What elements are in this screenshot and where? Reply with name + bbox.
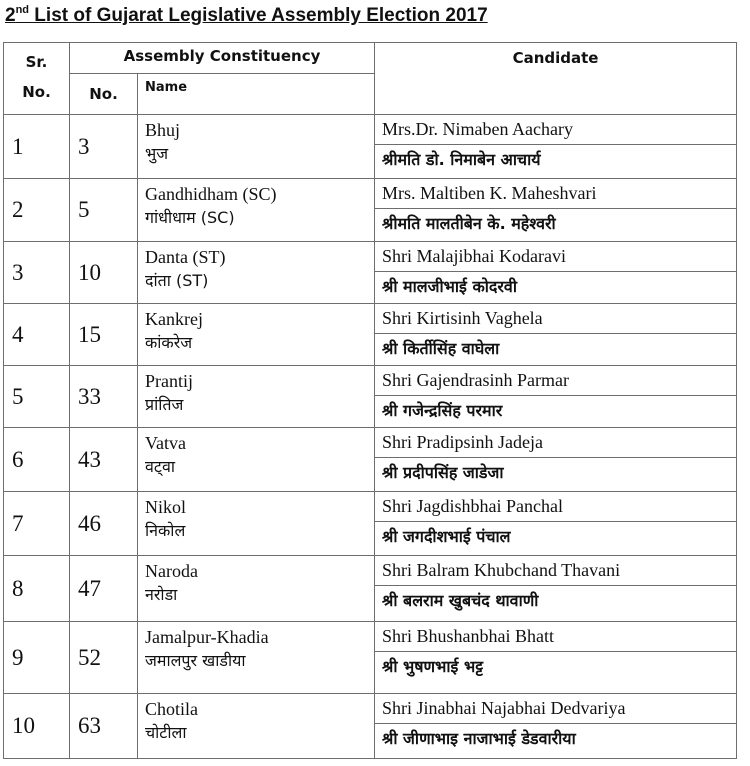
candidate-name-hi: श्रीमति मालतीबेन के. महेश्वरी bbox=[382, 214, 556, 233]
constituency-name-cell bbox=[138, 242, 375, 304]
ac-no-cell: 43 bbox=[70, 428, 138, 492]
header-sr-no bbox=[4, 43, 70, 115]
constituency-name-cell bbox=[138, 556, 375, 622]
sr-no-cell: 8 bbox=[4, 556, 70, 622]
candidate-name-hi: श्री किर्तीसिंह वाघेला bbox=[382, 339, 500, 358]
candidate-name-en: Mrs. Maltiben K. Maheshvari bbox=[375, 179, 736, 209]
ac-no-cell: 33 bbox=[70, 366, 138, 428]
table-row bbox=[4, 304, 737, 366]
candidate-cell bbox=[375, 492, 737, 556]
sr-no-cell: 7 bbox=[4, 492, 70, 556]
candidate-name-en: Shri Balram Khubchand Thavani bbox=[375, 556, 736, 586]
constituency-name-cell bbox=[138, 622, 375, 694]
table-row bbox=[4, 556, 737, 622]
sr-no-cell: 5 bbox=[4, 366, 70, 428]
constituency-name-en: Naroda bbox=[145, 561, 198, 581]
candidate-name-hi: श्री भुषणभाई भट्ट bbox=[382, 657, 484, 676]
ac-no-cell: 3 bbox=[70, 115, 138, 179]
title-ordinal-suffix: nd bbox=[15, 4, 30, 16]
candidate-cell bbox=[375, 556, 737, 622]
candidate-name-en: Shri Jagdishbhai Panchal bbox=[375, 492, 736, 522]
candidate-cell bbox=[375, 366, 737, 428]
table-row bbox=[4, 492, 737, 556]
ac-no-cell: 15 bbox=[70, 304, 138, 366]
constituency-name-cell bbox=[138, 366, 375, 428]
constituency-name-hi: नरोडा bbox=[145, 585, 178, 604]
constituency-name-cell bbox=[138, 694, 375, 759]
constituency-name-cell bbox=[138, 428, 375, 492]
table-row bbox=[4, 428, 737, 492]
candidate-name-en: Shri Pradipsinh Jadeja bbox=[375, 428, 736, 458]
candidate-name-hi: श्री बलराम खुबचंद थावाणी bbox=[382, 591, 539, 610]
constituency-name-hi: चोटीला bbox=[145, 723, 187, 742]
constituency-name-cell bbox=[138, 179, 375, 242]
candidate-cell bbox=[375, 622, 737, 694]
constituency-name-cell bbox=[138, 115, 375, 179]
table-row bbox=[4, 366, 737, 428]
sr-no-cell: 9 bbox=[4, 622, 70, 694]
candidate-cell bbox=[375, 304, 737, 366]
constituency-name-cell bbox=[138, 304, 375, 366]
title-text: List of Gujarat Legislative Assembly Election 2017 bbox=[29, 5, 488, 26]
sr-no-cell: 3 bbox=[4, 242, 70, 304]
header-assembly-constituency: Assembly Constituency bbox=[70, 43, 375, 74]
constituency-name-en: Vatva bbox=[145, 433, 186, 453]
header-sr-line2: No. bbox=[22, 83, 51, 101]
constituency-name-en: Bhuj bbox=[145, 120, 181, 140]
sr-no-cell: 4 bbox=[4, 304, 70, 366]
candidate-name-en: Shri Jinabhai Najabhai Dedvariya bbox=[375, 694, 736, 724]
constituency-name-hi: निकोल bbox=[145, 521, 186, 540]
ac-no-cell: 10 bbox=[70, 242, 138, 304]
candidate-name-en: Shri Gajendrasinh Parmar bbox=[375, 366, 736, 396]
candidate-name-hi: श्री गजेन्द्रसिंह परमार bbox=[382, 401, 503, 420]
table-row bbox=[4, 115, 737, 179]
ac-no-cell: 47 bbox=[70, 556, 138, 622]
header-candidate: Candidate bbox=[375, 43, 737, 115]
constituency-name-hi: वट्वा bbox=[145, 457, 176, 476]
constituency-name-en: Danta (ST) bbox=[145, 247, 226, 267]
header-sr-line1: Sr. bbox=[25, 53, 48, 71]
candidate-name-hi: श्री जीणाभाइ नाजाभाई डेडवारीया bbox=[382, 729, 576, 748]
constituency-name-en: Jamalpur-Khadia bbox=[145, 627, 269, 647]
sr-no-cell: 1 bbox=[4, 115, 70, 179]
constituency-name-hi: प्रांतिज bbox=[145, 395, 184, 414]
document-title bbox=[5, 4, 488, 27]
title-ordinal: 2 bbox=[5, 5, 16, 26]
ac-no-cell: 5 bbox=[70, 179, 138, 242]
table-row bbox=[4, 694, 737, 759]
candidate-name-hi: श्री प्रदीपसिंह जाडेजा bbox=[382, 463, 504, 482]
sr-no-cell: 10 bbox=[4, 694, 70, 759]
candidate-name-hi: श्री मालजीभाई कोदरवी bbox=[382, 277, 517, 296]
candidate-list-table bbox=[3, 42, 737, 759]
ac-no-cell: 52 bbox=[70, 622, 138, 694]
header-ac-no: No. bbox=[70, 74, 138, 115]
header-ac-name: Name bbox=[138, 74, 375, 115]
candidate-name-hi: श्री जगदीशभाई पंचाल bbox=[382, 527, 511, 546]
candidate-cell bbox=[375, 428, 737, 492]
candidate-name-en: Shri Bhushanbhai Bhatt bbox=[375, 622, 736, 652]
candidate-name-en: Shri Malajibhai Kodaravi bbox=[375, 242, 736, 272]
constituency-name-en: Chotila bbox=[145, 699, 198, 719]
table-row bbox=[4, 179, 737, 242]
constituency-name-cell bbox=[138, 492, 375, 556]
constituency-name-hi: भुज bbox=[145, 144, 169, 163]
sr-no-cell: 6 bbox=[4, 428, 70, 492]
constituency-name-hi: गांधीधाम (SC) bbox=[145, 208, 235, 227]
table-row bbox=[4, 622, 737, 694]
candidate-cell bbox=[375, 694, 737, 759]
candidate-name-en: Mrs.Dr. Nimaben Aachary bbox=[375, 115, 736, 145]
candidate-name-en: Shri Kirtisinh Vaghela bbox=[375, 304, 736, 334]
sr-no-cell: 2 bbox=[4, 179, 70, 242]
constituency-name-en: Nikol bbox=[145, 497, 187, 517]
ac-no-cell: 63 bbox=[70, 694, 138, 759]
candidate-cell bbox=[375, 242, 737, 304]
candidate-cell bbox=[375, 115, 737, 179]
table-row bbox=[4, 242, 737, 304]
constituency-name-en: Prantij bbox=[145, 371, 193, 391]
constituency-name-hi: कांकरेज bbox=[145, 333, 193, 352]
constituency-name-hi: दांता (ST) bbox=[145, 271, 209, 290]
ac-no-cell: 46 bbox=[70, 492, 138, 556]
constituency-name-en: Kankrej bbox=[145, 309, 203, 329]
constituency-name-en: Gandhidham (SC) bbox=[145, 184, 277, 204]
candidate-cell bbox=[375, 179, 737, 242]
candidate-name-hi: श्रीमति डो. निमाबेन आचार्य bbox=[382, 150, 541, 169]
constituency-name-hi: जमालपुर खाडीया bbox=[145, 651, 246, 670]
